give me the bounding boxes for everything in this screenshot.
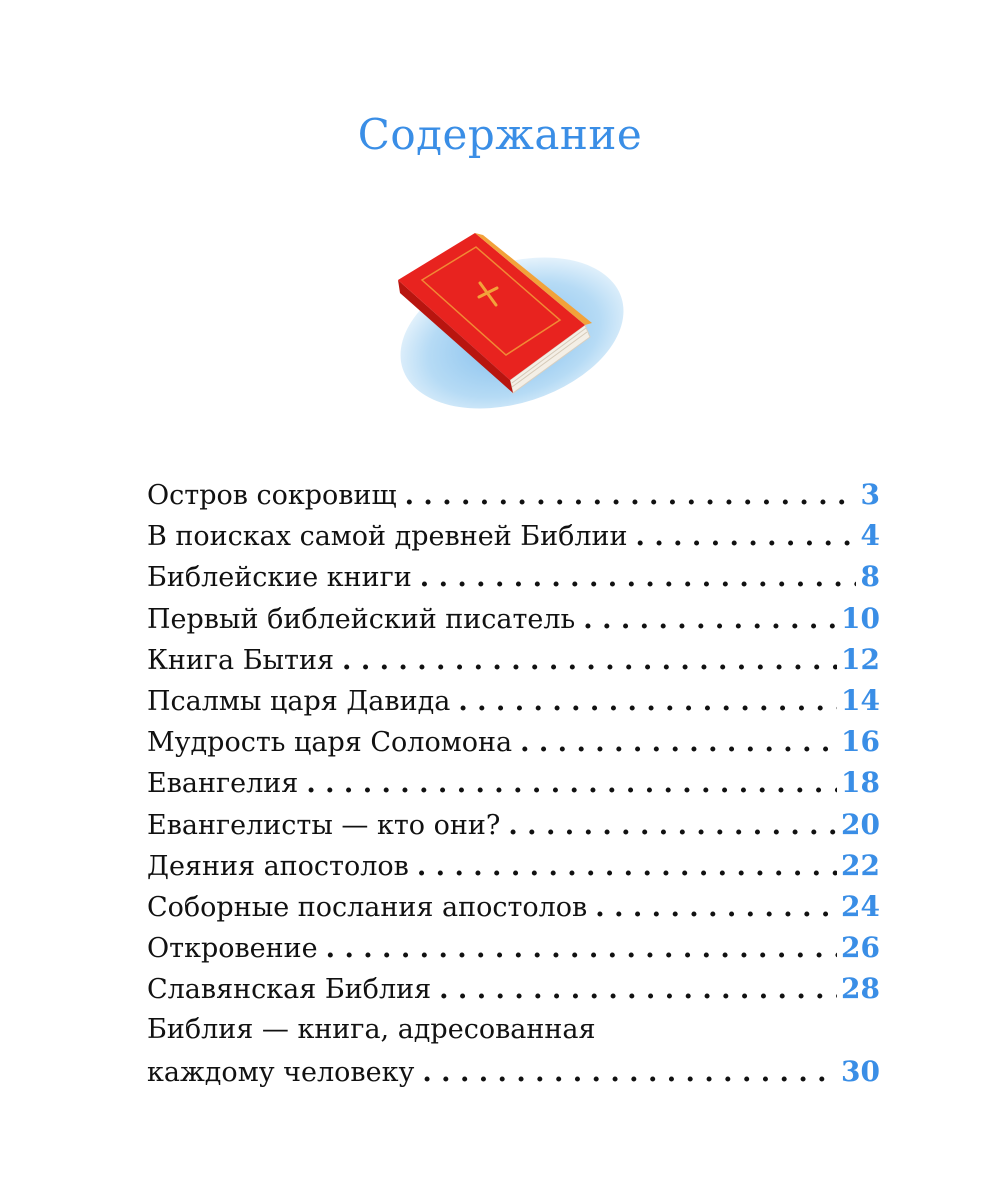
dot-leader: [508, 805, 837, 846]
toc-entry-title-line1: Библия — книга, адресованная: [147, 1014, 596, 1046]
toc-page-number: 20: [841, 807, 880, 841]
toc-entry[interactable]: [147, 845, 880, 886]
toc-entry-title: Книга Бытия: [147, 644, 335, 676]
toc-entry-title: Славянская Библия: [147, 974, 432, 1006]
dot-leader: [342, 640, 837, 681]
toc-entry-title: Евангелисты — кто они?: [147, 809, 501, 841]
toc-entry-last[interactable]: [147, 1009, 880, 1091]
toc-entry-title-line2: каждому человеку: [147, 1056, 415, 1088]
toc-page-number: 22: [841, 848, 880, 882]
toc-entry[interactable]: [147, 762, 880, 803]
bible-book-illustration: [380, 225, 630, 415]
toc-entry[interactable]: [147, 515, 880, 556]
toc-entry[interactable]: [147, 968, 880, 1009]
dot-leader: [458, 681, 837, 722]
page-title: Содержание: [357, 110, 643, 159]
toc-page-number: 24: [841, 889, 880, 923]
toc-entry-title: Первый библейский писатель: [147, 603, 576, 635]
toc-entry[interactable]: [147, 474, 880, 515]
toc-entry-title: Откровение: [147, 933, 318, 965]
toc-page-number: 12: [841, 642, 880, 676]
toc-entry[interactable]: [147, 598, 880, 639]
toc-page-number: 8: [860, 560, 880, 594]
toc-page-number: 26: [841, 931, 880, 965]
toc-entry[interactable]: [147, 639, 880, 680]
toc-page-number: 14: [841, 683, 880, 717]
toc-entry-title: Остров сокровищ: [147, 480, 397, 511]
toc-entry[interactable]: [147, 721, 880, 762]
toc-page-number: 30: [841, 1054, 880, 1088]
toc-entry-title: Евангелия: [147, 768, 299, 800]
toc-page-number: 3: [860, 478, 880, 511]
toc-entry-title: Библейские книги: [147, 562, 412, 594]
toc-page-number: 10: [841, 601, 880, 635]
toc-entry-title: Деяния апостолов: [147, 850, 409, 882]
dot-leader: [636, 516, 856, 557]
dot-leader: [417, 846, 837, 887]
dot-leader: [422, 1052, 837, 1093]
dot-leader: [520, 722, 837, 763]
toc-entry[interactable]: [147, 680, 880, 721]
toc-entry-title: В поисках самой древней Библии: [147, 521, 628, 553]
toc-page-number: 28: [841, 972, 880, 1006]
dot-leader: [306, 763, 837, 804]
dot-leader: [326, 928, 837, 969]
dot-leader: [439, 969, 837, 1010]
toc-entry[interactable]: [147, 927, 880, 968]
toc-entry[interactable]: [147, 556, 880, 597]
dot-leader: [595, 887, 837, 928]
dot-leader: [583, 599, 837, 640]
toc-page-number: 4: [860, 519, 880, 553]
toc-page-number: 16: [841, 725, 880, 759]
dot-leader: [405, 475, 856, 516]
toc-entry-title: Псалмы царя Давида: [147, 685, 451, 717]
table-of-contents: [147, 474, 880, 1092]
toc-entry[interactable]: [147, 804, 880, 845]
toc-entry-title: Мудрость царя Соломона: [147, 727, 513, 759]
dot-leader: [420, 557, 856, 598]
toc-entry-title: Соборные послания апостолов: [147, 891, 588, 923]
toc-page-number: 18: [841, 766, 880, 800]
toc-entry[interactable]: [147, 886, 880, 927]
